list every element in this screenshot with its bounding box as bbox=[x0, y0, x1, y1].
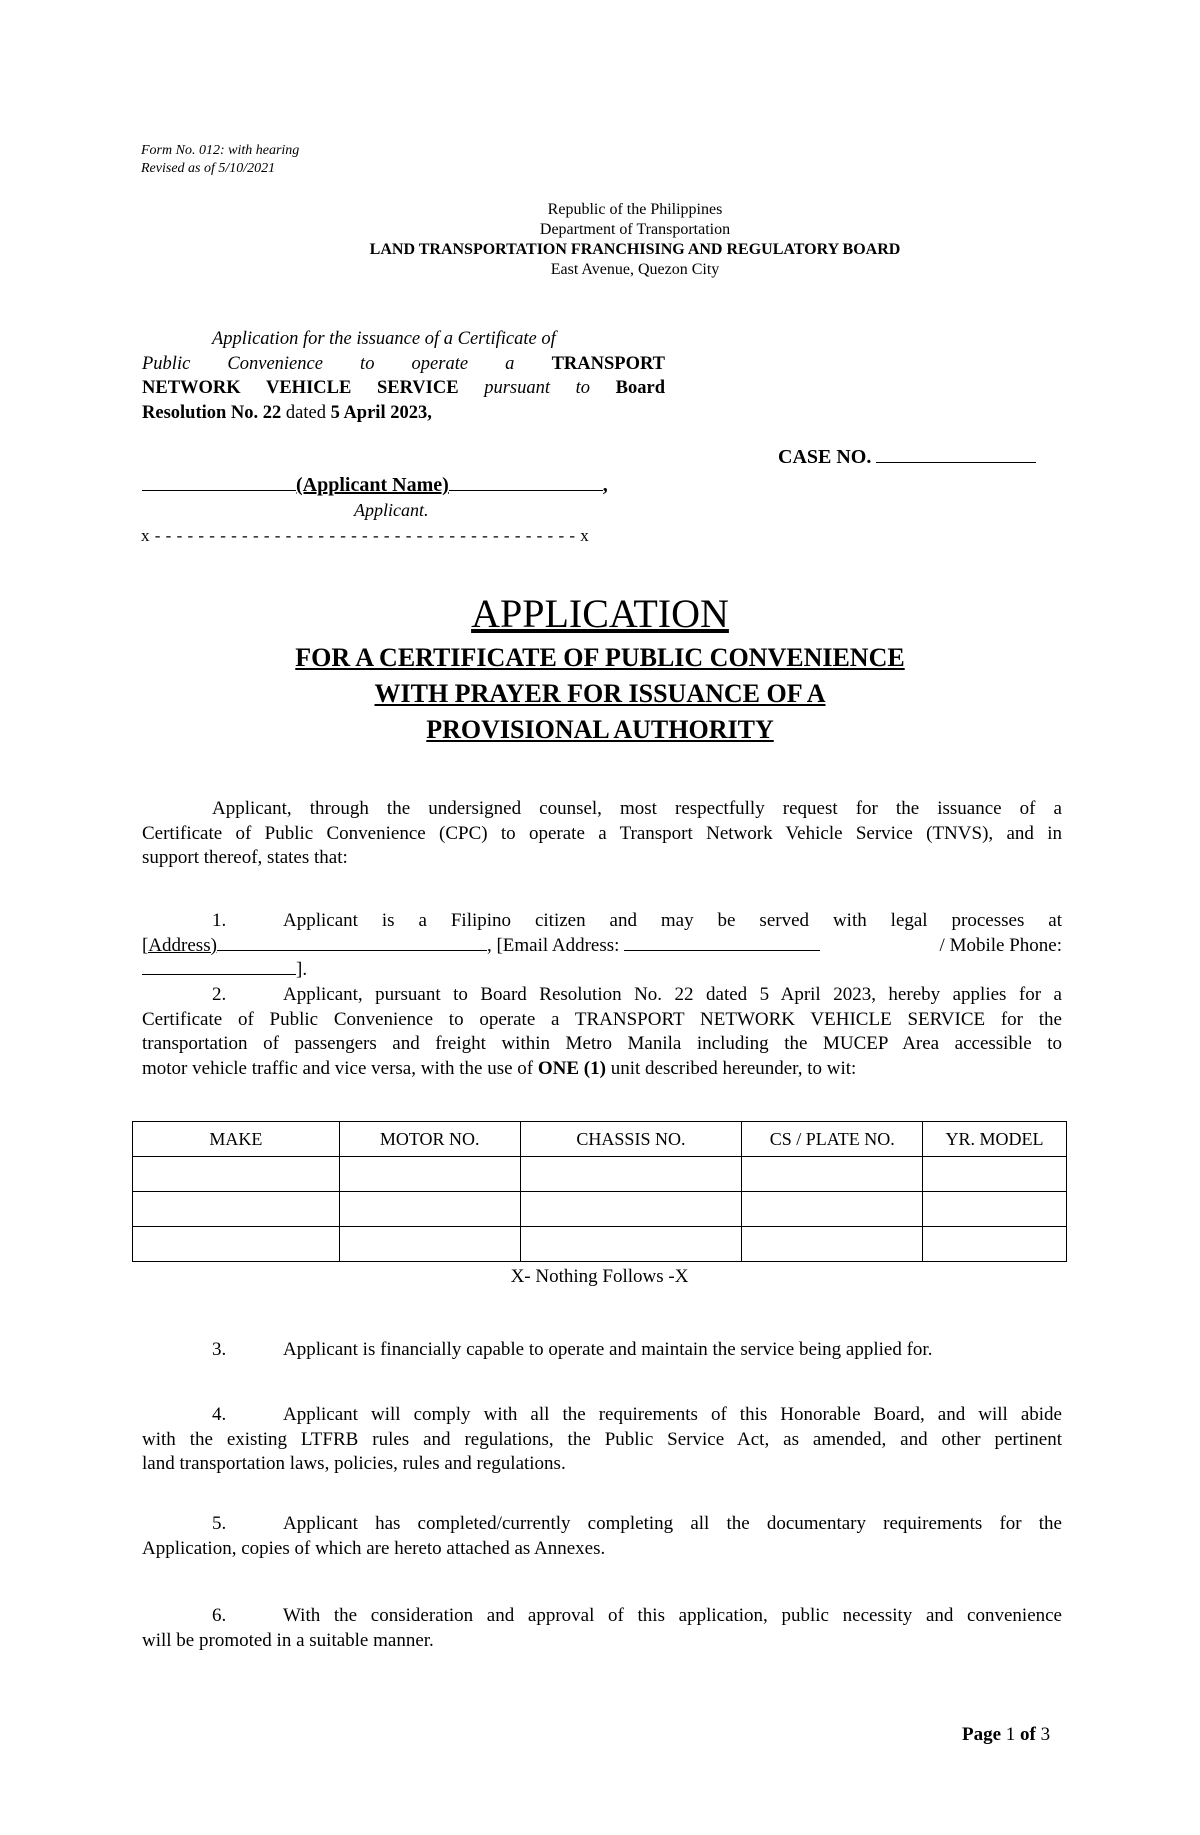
title-main: APPLICATION bbox=[471, 591, 729, 636]
agency-header bbox=[300, 200, 970, 280]
table-row bbox=[133, 1192, 1067, 1227]
caption-line3: NETWORK VEHICLE SERVICE pursuant to Board bbox=[142, 378, 665, 398]
applicant-name-line: (Applicant Name) , bbox=[142, 474, 608, 497]
caption-line2: Public Convenience to operate a TRANSPORT bbox=[142, 353, 666, 374]
table-footer-note: X- Nothing Follows -X bbox=[510, 1266, 689, 1287]
case-caption bbox=[142, 327, 665, 425]
title-sub3: PROVISIONAL AUTHORITY bbox=[426, 715, 774, 744]
intro-paragraph: Applicant, through the undersigned counsel, most respectfully request for the issuance of a Certificate of Public Convenience (CPC) to operate a Transport Network Vehicle Service (TNVS), and in support thereof, states that: bbox=[142, 798, 1062, 868]
case-number: CASE NO. bbox=[778, 446, 1036, 469]
item-1-number: 1. bbox=[212, 910, 227, 931]
applicant-name: (Applicant Name) bbox=[296, 474, 449, 496]
item-5: 5. Applicant has completed/currently completing all the documentary requirements for the Application, copies of which are hereto attached as Annexes. bbox=[142, 1513, 1062, 1559]
table-row bbox=[133, 1157, 1067, 1192]
item-2-number: 2. bbox=[212, 984, 227, 1005]
table-header: CHASSIS NO. bbox=[520, 1122, 742, 1157]
header-republic: Republic of the Philippines bbox=[547, 201, 723, 218]
page-number: Page 1 of 3 bbox=[962, 1724, 1051, 1745]
item-6: 6. With the consideration and approval of this application, public necessity and convenience will be promoted in a suitable manner. bbox=[142, 1605, 1062, 1651]
vehicle-table bbox=[132, 1121, 1067, 1262]
item-4: 4. Applicant will comply with all the requirements of this Honorable Board, and will abide with the existing LTFRB rules and regulations, the Public Service Act, as amended, and other pertinent land transportation laws, policies, rules and regulations. bbox=[142, 1404, 1062, 1474]
caption-line1: Application for the issuance of a Certificate of bbox=[212, 329, 556, 349]
table-header: MOTOR NO. bbox=[339, 1122, 520, 1157]
header-agency: LAND TRANSPORTATION FRANCHISING AND REGULATORY BOARD bbox=[369, 241, 901, 258]
email-blank bbox=[624, 948, 820, 951]
header-department: Department of Transportation bbox=[539, 221, 731, 238]
item-2: 2. Applicant, pursuant to Board Resolution No. 22 dated 5 April 2023, hereby applies for a Certificate of Public Convenience to operate a TRANSPORT NETWORK VEHICLE SERVICE for the transportation of passengers and freight within Metro Manila including the MUCEP Area accessible to motor vehicle traffic and vice versa, with the use of ONE (1) unit described hereunder, to wit: bbox=[142, 984, 1062, 1079]
applicant-label: Applicant. bbox=[354, 500, 429, 520]
header-address: East Avenue, Quezon City bbox=[550, 261, 720, 278]
case-number-blank bbox=[876, 460, 1036, 463]
table-row bbox=[133, 1227, 1067, 1262]
document-title bbox=[200, 590, 1000, 748]
table-header: MAKE bbox=[133, 1122, 340, 1157]
caption-separator: x - - - - - - - - - - - - - - - - - - - - - - - - - - - - - - - - - - - - - - - x bbox=[141, 526, 590, 545]
item-1-contact: [Address) , [Email Address: / Mobile Phone: bbox=[142, 934, 1062, 956]
table-header: YR. MODEL bbox=[923, 1122, 1067, 1157]
mobile-blank bbox=[142, 972, 296, 975]
item-1: 1. Applicant is a Filipino citizen and may be served with legal processes at [Address) , [Email Address: / Mobile Phone: ]. bbox=[142, 910, 1062, 980]
address-field: [Address) bbox=[142, 934, 217, 956]
title-sub1: FOR A CERTIFICATE OF PUBLIC CONVENIENCE bbox=[295, 643, 905, 672]
item-3: 3. Applicant is financially capable to operate and maintain the service being applied for. bbox=[212, 1339, 933, 1360]
title-sub2: WITH PRAYER FOR ISSUANCE OF A bbox=[374, 679, 826, 708]
table-header: CS / PLATE NO. bbox=[742, 1122, 923, 1157]
caption-line4: Resolution No. 22 dated 5 April 2023, bbox=[142, 402, 432, 423]
form-number: Form No. 012: with hearing bbox=[141, 143, 300, 158]
table-header-row bbox=[133, 1122, 1067, 1157]
form-revised: Revised as of 5/10/2021 bbox=[141, 161, 276, 176]
